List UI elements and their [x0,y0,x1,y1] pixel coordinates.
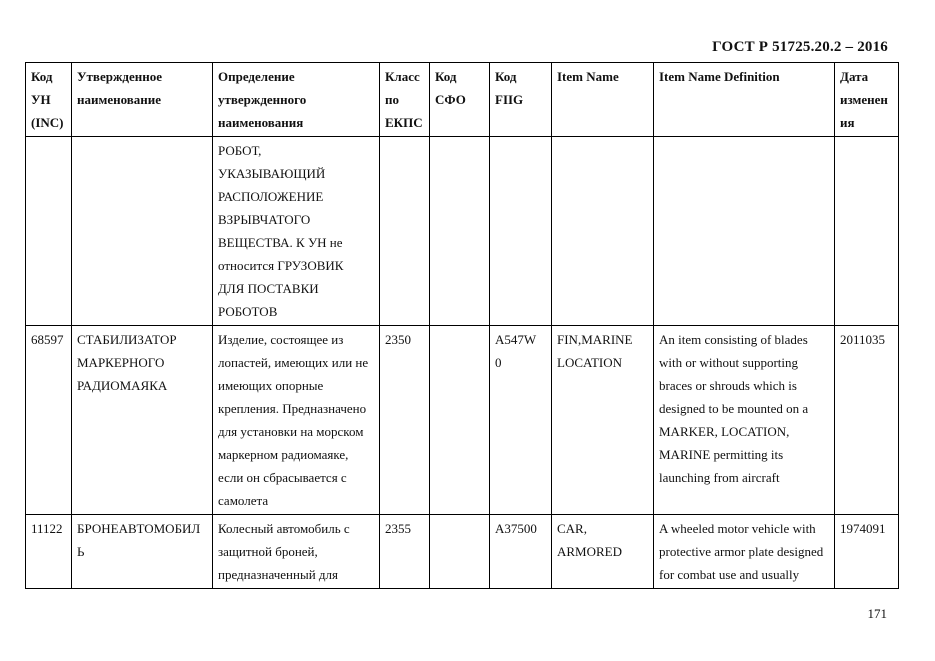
header-line: Код [435,69,457,84]
cell-col-inc [26,326,72,515]
cell-line: 1974091 [840,521,886,536]
cell-line: 0 [495,355,502,370]
cell-line: РАСПОЛОЖЕНИЕ [218,189,324,204]
table-header-row [26,63,899,137]
header-line: Код [31,69,53,84]
cell-line: ВЕЩЕСТВА. К УН не [218,235,343,250]
header-line: Утвержденное [77,69,162,84]
cell-line: 2350 [385,332,411,347]
table-row [26,137,899,326]
cell-line: for combat use and usually [659,567,800,582]
cell-line: крепления. Предназначено [218,401,367,416]
cell-line: БРОНЕАВТОМОБИЛ [77,521,201,536]
cell-col-inc [26,137,72,326]
header-line: изменен [840,92,888,107]
header-col-sfo [430,63,490,137]
cell-col-approved-name [72,515,213,589]
header-line: СФО [435,92,466,107]
header-line: (INC) [31,115,64,130]
header-line: ия [840,115,855,130]
cell-col-item-name-definition [654,515,835,589]
cell-line: самолета [218,493,269,508]
header-line: Item Name [557,69,619,84]
cell-col-inc [26,515,72,589]
cell-line: если он сбрасывается с [218,470,347,485]
cell-line: УКАЗЫВАЮЩИЙ [218,166,326,181]
cell-line: ДЛЯ ПОСТАВКИ [218,281,319,296]
cell-line: 2011035 [840,332,886,347]
cell-line: braces or shrouds which is [659,378,797,393]
cell-line: защитной броней, [218,544,318,559]
cell-col-sfo [430,515,490,589]
cell-col-item-name-definition [654,137,835,326]
header-line: Определение [218,69,295,84]
header-line: наименование [77,92,162,107]
header-col-item-name [552,63,654,137]
header-line: утвержденного [218,92,307,107]
table-row [26,515,899,589]
cell-line: маркерном радиомаяке, [218,447,349,462]
cell-line: предназначенный для [218,567,338,582]
cell-col-change-date [835,326,899,515]
cell-col-change-date [835,137,899,326]
cell-line: СТАБИЛИЗАТОР [77,332,177,347]
cell-line: 68597 [31,332,64,347]
cell-col-sfo [430,326,490,515]
cell-col-fiig [490,515,552,589]
cell-col-item-name [552,137,654,326]
cell-line: LOCATION [557,355,622,370]
header-line: Код [495,69,517,84]
cell-line: имеющих опорные [218,378,324,393]
cell-col-item-name [552,326,654,515]
header-col-definition [213,63,380,137]
page-number: 171 [867,606,887,621]
cell-line: ARMORED [557,544,623,559]
cell-line: protective armor plate designed [659,544,824,559]
header-col-fiig [490,63,552,137]
header-line: Item Name Definition [659,69,780,84]
header-line: наименования [218,115,304,130]
cell-col-sfo [430,137,490,326]
cell-line: A37500 [495,521,537,536]
cell-line: РОБОТ, [218,143,262,158]
cell-line: CAR, [557,521,587,536]
cell-line: РАДИОМАЯКА [77,378,168,393]
header-line: УН [31,92,51,107]
header-line: по [385,92,399,107]
cell-line: 2355 [385,521,411,536]
cell-line: An item consisting of blades [659,332,808,347]
cell-col-definition [213,137,380,326]
item-names-table [25,62,899,589]
header-col-inc [26,63,72,137]
cell-line: 11122 [31,521,63,536]
cell-line: МАРКЕРНОГО [77,355,165,370]
header-line: Дата [840,69,869,84]
cell-col-change-date [835,515,899,589]
cell-col-item-name-definition [654,326,835,515]
cell-line: лопастей, имеющих или не [218,355,369,370]
cell-line: Колесный автомобиль с [218,521,350,536]
header-col-change-date [835,63,899,137]
cell-line: MARINE permitting its [659,447,784,462]
cell-col-class [380,515,430,589]
header-line: FIIG [495,92,524,107]
cell-col-fiig [490,326,552,515]
cell-line: Изделие, состоящее из [218,332,344,347]
header-col-approved-name [72,63,213,137]
document-standard-number: ГОСТ Р 51725.20.2 – 2016 [712,39,888,55]
cell-col-definition [213,515,380,589]
header-col-class [380,63,430,137]
cell-col-approved-name [72,137,213,326]
cell-col-approved-name [72,326,213,515]
cell-line: with or without supporting [659,355,799,370]
cell-line: A547W [495,332,537,347]
cell-line: для установки на морском [218,424,364,439]
cell-line: Ь [77,544,85,559]
cell-line: РОБОТОВ [218,304,278,319]
header-line: Класс [385,69,420,84]
header-col-item-name-definition [654,63,835,137]
cell-line: A wheeled motor vehicle with [659,521,816,536]
cell-line: относится ГРУЗОВИК [218,258,344,273]
cell-line: MARKER, LOCATION, [659,424,790,439]
cell-col-class [380,137,430,326]
cell-line: ВЗРЫВЧАТОГО [218,212,311,227]
header-line: ЕКПС [385,115,423,130]
table-row [26,326,899,515]
cell-col-definition [213,326,380,515]
cell-col-class [380,326,430,515]
cell-line: FIN,MARINE [557,332,633,347]
cell-line: launching from aircraft [659,470,780,485]
cell-line: designed to be mounted on a [659,401,809,416]
cell-col-item-name [552,515,654,589]
cell-col-fiig [490,137,552,326]
